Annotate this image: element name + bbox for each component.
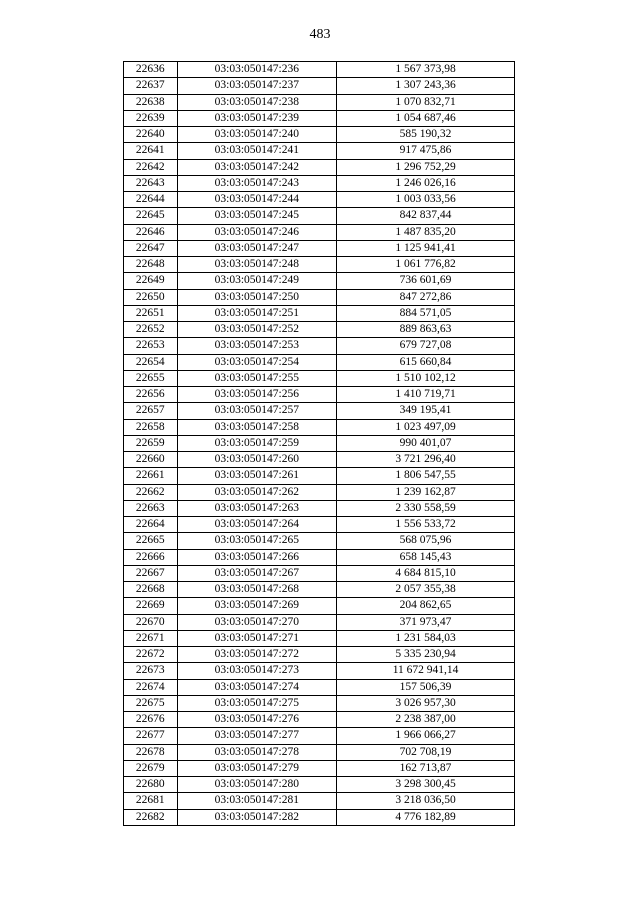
cadastral-value-cell: 3 218 036,50 <box>337 793 515 809</box>
cadastral-value-cell: 568 075,96 <box>337 533 515 549</box>
cadastral-number-cell: 03:03:050147:259 <box>177 435 337 451</box>
row-number-cell: 22670 <box>124 614 178 630</box>
cadastral-value-cell: 615 660,84 <box>337 354 515 370</box>
cadastral-value-cell: 1 125 941,41 <box>337 240 515 256</box>
table-row <box>124 110 515 126</box>
table-row <box>124 419 515 435</box>
cadastral-number-cell: 03:03:050147:282 <box>177 809 337 825</box>
table-row <box>124 679 515 695</box>
cadastral-value-cell: 1 231 584,03 <box>337 630 515 646</box>
cadastral-value-cell: 1 070 832,71 <box>337 94 515 110</box>
row-number-cell: 22646 <box>124 224 178 240</box>
table-row <box>124 240 515 256</box>
table-row <box>124 484 515 500</box>
cadastral-number-cell: 03:03:050147:240 <box>177 127 337 143</box>
cadastral-value-cell: 889 863,63 <box>337 322 515 338</box>
cadastral-number-cell: 03:03:050147:257 <box>177 403 337 419</box>
cadastral-number-cell: 03:03:050147:260 <box>177 452 337 468</box>
cadastral-value-cell: 349 195,41 <box>337 403 515 419</box>
cadastral-number-cell: 03:03:050147:244 <box>177 192 337 208</box>
cadastral-value-cell: 1 061 776,82 <box>337 257 515 273</box>
cadastral-value-cell: 371 973,47 <box>337 614 515 630</box>
row-number-cell: 22667 <box>124 565 178 581</box>
cadastral-number-cell: 03:03:050147:253 <box>177 338 337 354</box>
table-row <box>124 809 515 825</box>
cadastral-number-cell: 03:03:050147:255 <box>177 370 337 386</box>
table-row <box>124 452 515 468</box>
row-number-cell: 22660 <box>124 452 178 468</box>
cadastral-value-cell: 658 145,43 <box>337 549 515 565</box>
row-number-cell: 22638 <box>124 94 178 110</box>
table-row <box>124 744 515 760</box>
cadastral-number-cell: 03:03:050147:242 <box>177 159 337 175</box>
cadastral-value-cell: 736 601,69 <box>337 273 515 289</box>
cadastral-value-cell: 1 023 497,09 <box>337 419 515 435</box>
table-row <box>124 387 515 403</box>
cadastral-value-cell: 1 003 033,56 <box>337 192 515 208</box>
table-row <box>124 435 515 451</box>
table-row <box>124 338 515 354</box>
cadastral-value-cell: 157 506,39 <box>337 679 515 695</box>
row-number-cell: 22674 <box>124 679 178 695</box>
table-row <box>124 403 515 419</box>
cadastral-number-cell: 03:03:050147:273 <box>177 663 337 679</box>
row-number-cell: 22645 <box>124 208 178 224</box>
table-row <box>124 94 515 110</box>
cadastral-number-cell: 03:03:050147:237 <box>177 78 337 94</box>
cadastral-value-cell: 990 401,07 <box>337 435 515 451</box>
row-number-cell: 22673 <box>124 663 178 679</box>
table-row <box>124 517 515 533</box>
cadastral-number-cell: 03:03:050147:272 <box>177 647 337 663</box>
cadastral-number-cell: 03:03:050147:261 <box>177 468 337 484</box>
table-row <box>124 289 515 305</box>
cadastral-number-cell: 03:03:050147:239 <box>177 110 337 126</box>
table-row <box>124 728 515 744</box>
cadastral-number-cell: 03:03:050147:276 <box>177 712 337 728</box>
row-number-cell: 22641 <box>124 143 178 159</box>
cadastral-value-cell: 11 672 941,14 <box>337 663 515 679</box>
cadastral-value-cell: 884 571,05 <box>337 305 515 321</box>
cadastral-value-cell: 842 837,44 <box>337 208 515 224</box>
table-row <box>124 192 515 208</box>
cadastral-value-cell: 702 708,19 <box>337 744 515 760</box>
cadastral-number-cell: 03:03:050147:269 <box>177 598 337 614</box>
row-number-cell: 22661 <box>124 468 178 484</box>
cadastral-number-cell: 03:03:050147:256 <box>177 387 337 403</box>
row-number-cell: 22640 <box>124 127 178 143</box>
row-number-cell: 22644 <box>124 192 178 208</box>
cadastral-value-cell: 2 238 387,00 <box>337 712 515 728</box>
row-number-cell: 22637 <box>124 78 178 94</box>
row-number-cell: 22649 <box>124 273 178 289</box>
row-number-cell: 22657 <box>124 403 178 419</box>
cadastral-number-cell: 03:03:050147:274 <box>177 679 337 695</box>
cadastral-number-cell: 03:03:050147:249 <box>177 273 337 289</box>
row-number-cell: 22639 <box>124 110 178 126</box>
cadastral-value-cell: 917 475,86 <box>337 143 515 159</box>
table-row <box>124 159 515 175</box>
cadastral-number-cell: 03:03:050147:243 <box>177 175 337 191</box>
table-row <box>124 695 515 711</box>
table-row <box>124 143 515 159</box>
cadastral-number-cell: 03:03:050147:281 <box>177 793 337 809</box>
row-number-cell: 22651 <box>124 305 178 321</box>
table-row <box>124 582 515 598</box>
table-row <box>124 549 515 565</box>
row-number-cell: 22680 <box>124 777 178 793</box>
table-body <box>124 62 515 826</box>
cadastral-value-cell: 4 776 182,89 <box>337 809 515 825</box>
table-row <box>124 630 515 646</box>
row-number-cell: 22653 <box>124 338 178 354</box>
table-row <box>124 127 515 143</box>
cadastral-value-cell: 1 567 373,98 <box>337 62 515 78</box>
cadastral-number-cell: 03:03:050147:277 <box>177 728 337 744</box>
cadastral-value-cell: 1 410 719,71 <box>337 387 515 403</box>
cadastral-number-cell: 03:03:050147:248 <box>177 257 337 273</box>
data-table <box>123 61 515 826</box>
cadastral-number-cell: 03:03:050147:266 <box>177 549 337 565</box>
cadastral-number-cell: 03:03:050147:278 <box>177 744 337 760</box>
cadastral-value-cell: 1 966 066,27 <box>337 728 515 744</box>
row-number-cell: 22643 <box>124 175 178 191</box>
table-row <box>124 614 515 630</box>
cadastral-value-cell: 2 330 558,59 <box>337 500 515 516</box>
row-number-cell: 22671 <box>124 630 178 646</box>
cadastral-number-cell: 03:03:050147:265 <box>177 533 337 549</box>
row-number-cell: 22647 <box>124 240 178 256</box>
row-number-cell: 22652 <box>124 322 178 338</box>
table-row <box>124 322 515 338</box>
row-number-cell: 22663 <box>124 500 178 516</box>
cadastral-number-cell: 03:03:050147:279 <box>177 760 337 776</box>
cadastral-value-cell: 1 296 752,29 <box>337 159 515 175</box>
cadastral-number-cell: 03:03:050147:264 <box>177 517 337 533</box>
row-number-cell: 22664 <box>124 517 178 533</box>
table-row <box>124 305 515 321</box>
row-number-cell: 22666 <box>124 549 178 565</box>
cadastral-number-cell: 03:03:050147:271 <box>177 630 337 646</box>
row-number-cell: 22676 <box>124 712 178 728</box>
cadastral-value-cell: 1 487 835,20 <box>337 224 515 240</box>
row-number-cell: 22682 <box>124 809 178 825</box>
cadastral-value-cell: 3 026 957,30 <box>337 695 515 711</box>
row-number-cell: 22648 <box>124 257 178 273</box>
cadastral-value-cell: 847 272,86 <box>337 289 515 305</box>
table-row <box>124 175 515 191</box>
row-number-cell: 22681 <box>124 793 178 809</box>
cadastral-number-cell: 03:03:050147:252 <box>177 322 337 338</box>
cadastral-value-cell: 1 556 533,72 <box>337 517 515 533</box>
cadastral-value-cell: 204 862,65 <box>337 598 515 614</box>
cadastral-value-cell: 4 684 815,10 <box>337 565 515 581</box>
table-row <box>124 273 515 289</box>
row-number-cell: 22650 <box>124 289 178 305</box>
cadastral-number-cell: 03:03:050147:275 <box>177 695 337 711</box>
cadastral-value-cell: 1 054 687,46 <box>337 110 515 126</box>
cadastral-number-cell: 03:03:050147:238 <box>177 94 337 110</box>
row-number-cell: 22668 <box>124 582 178 598</box>
table-row <box>124 598 515 614</box>
cadastral-value-cell: 162 713,87 <box>337 760 515 776</box>
cadastral-number-cell: 03:03:050147:268 <box>177 582 337 598</box>
cadastral-number-cell: 03:03:050147:250 <box>177 289 337 305</box>
cadastral-number-cell: 03:03:050147:241 <box>177 143 337 159</box>
table-row <box>124 793 515 809</box>
table-row <box>124 224 515 240</box>
cadastral-number-cell: 03:03:050147:267 <box>177 565 337 581</box>
row-number-cell: 22677 <box>124 728 178 744</box>
table-row <box>124 533 515 549</box>
row-number-cell: 22675 <box>124 695 178 711</box>
table-row <box>124 208 515 224</box>
cadastral-number-cell: 03:03:050147:280 <box>177 777 337 793</box>
row-number-cell: 22659 <box>124 435 178 451</box>
cadastral-number-cell: 03:03:050147:246 <box>177 224 337 240</box>
cadastral-number-cell: 03:03:050147:236 <box>177 62 337 78</box>
cadastral-value-cell: 3 721 296,40 <box>337 452 515 468</box>
cadastral-number-cell: 03:03:050147:258 <box>177 419 337 435</box>
table-row <box>124 354 515 370</box>
cadastral-number-cell: 03:03:050147:254 <box>177 354 337 370</box>
row-number-cell: 22654 <box>124 354 178 370</box>
cadastral-number-cell: 03:03:050147:270 <box>177 614 337 630</box>
table-row <box>124 712 515 728</box>
cadastral-value-cell: 5 335 230,94 <box>337 647 515 663</box>
row-number-cell: 22669 <box>124 598 178 614</box>
cadastral-value-cell: 1 806 547,55 <box>337 468 515 484</box>
row-number-cell: 22662 <box>124 484 178 500</box>
cadastral-value-cell: 1 510 102,12 <box>337 370 515 386</box>
cadastral-number-cell: 03:03:050147:245 <box>177 208 337 224</box>
row-number-cell: 22665 <box>124 533 178 549</box>
cadastral-value-cell: 585 190,32 <box>337 127 515 143</box>
table-row <box>124 565 515 581</box>
row-number-cell: 22672 <box>124 647 178 663</box>
cadastral-number-cell: 03:03:050147:247 <box>177 240 337 256</box>
cadastral-value-cell: 1 246 026,16 <box>337 175 515 191</box>
row-number-cell: 22642 <box>124 159 178 175</box>
page-number: 483 <box>309 27 331 42</box>
table-row <box>124 647 515 663</box>
cadastral-number-cell: 03:03:050147:263 <box>177 500 337 516</box>
cadastral-value-cell: 2 057 355,38 <box>337 582 515 598</box>
table-row <box>124 468 515 484</box>
cadastral-value-cell: 1 239 162,87 <box>337 484 515 500</box>
cadastral-number-cell: 03:03:050147:251 <box>177 305 337 321</box>
row-number-cell: 22636 <box>124 62 178 78</box>
table-row <box>124 370 515 386</box>
cadastral-value-cell: 679 727,08 <box>337 338 515 354</box>
table-row <box>124 777 515 793</box>
table-row <box>124 500 515 516</box>
table-row <box>124 663 515 679</box>
row-number-cell: 22678 <box>124 744 178 760</box>
row-number-cell: 22679 <box>124 760 178 776</box>
cadastral-value-cell: 3 298 300,45 <box>337 777 515 793</box>
table-row <box>124 257 515 273</box>
cadastral-number-cell: 03:03:050147:262 <box>177 484 337 500</box>
table-row <box>124 760 515 776</box>
table-row <box>124 62 515 78</box>
table-row <box>124 78 515 94</box>
row-number-cell: 22656 <box>124 387 178 403</box>
row-number-cell: 22658 <box>124 419 178 435</box>
cadastral-value-cell: 1 307 243,36 <box>337 78 515 94</box>
row-number-cell: 22655 <box>124 370 178 386</box>
